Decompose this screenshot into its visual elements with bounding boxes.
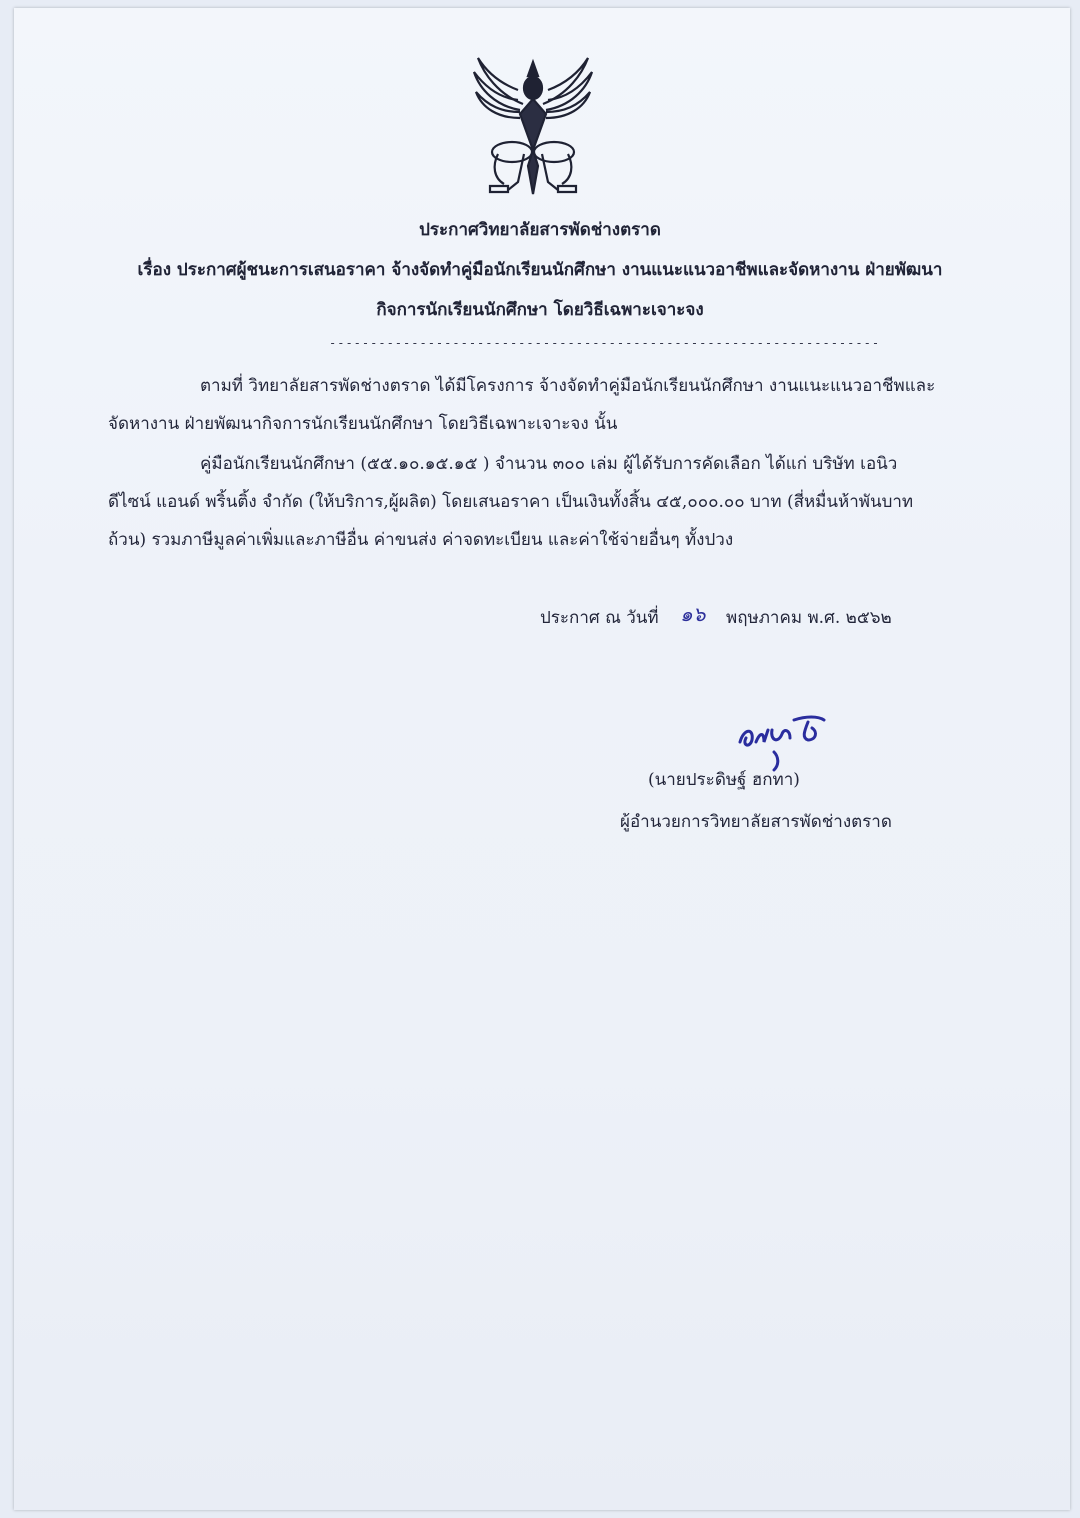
garuda-emblem-icon xyxy=(468,54,598,204)
date-month-year: พฤษภาคม พ.ศ. ๒๕๖๒ xyxy=(726,608,892,628)
divider: ------------------------------------------------------------------- xyxy=(329,336,881,350)
date-day-handwritten: ๑๖ xyxy=(680,602,706,626)
announcement-title: ประกาศวิทยาลัยสารพัดช่างตราด xyxy=(419,220,661,240)
signatory-name: (นายประดิษฐ์ ฮกทา) xyxy=(648,770,800,790)
paragraph-1-line-1: ตามที่ วิทยาลัยสารพัดช่างตราด ได้มีโครงการ จ้างจัดทำคู่มือนักเรียนนักศึกษา งานแนะแนวอาชีพและ xyxy=(200,376,936,396)
paragraph-2-line-3: ถ้วน) รวมภาษีมูลค่าเพิ่มและภาษีอื่น ค่าขนส่ง ค่าจดทะเบียน และค่าใช้จ่ายอื่นๆ ทั้งปวง xyxy=(108,530,734,550)
subject-line-1: เรื่อง ประกาศผู้ชนะการเสนอราคา จ้างจัดทำคู่มือนักเรียนนักศึกษา งานแนะแนวอาชีพและจัดหางาน ฝ่ายพัฒนา xyxy=(137,260,943,280)
paragraph-1-line-2: จัดหางาน ฝ่ายพัฒนากิจการนักเรียนนักศึกษา โดยวิธีเฉพาะเจาะจง นั้น xyxy=(108,414,618,434)
subject-line-2: กิจการนักเรียนนักศึกษา โดยวิธีเฉพาะเจาะจง xyxy=(376,300,704,320)
signatory-position: ผู้อำนวยการวิทยาลัยสารพัดช่างตราด xyxy=(620,812,892,832)
paragraph-2-line-2: ดีไซน์ แอนด์ พริ้นติ้ง จำกัด (ให้บริการ,ผู้ผลิต) โดยเสนอราคา เป็นเงินทั้งสิ้น ๔๕,๐๐๐.๐๐ บาท (สี่หมื่นห้าพันบาท xyxy=(108,492,914,512)
date-prefix: ประกาศ ณ วันที่ xyxy=(540,608,659,628)
paragraph-2-line-1: คู่มือนักเรียนนักศึกษา (๕๕.๑๐.๑๕.๑๕ ) จำนวน ๓๐๐ เล่ม ผู้ได้รับการคัดเลือก ได้แก่ บริษัท เอนิว xyxy=(200,454,898,474)
